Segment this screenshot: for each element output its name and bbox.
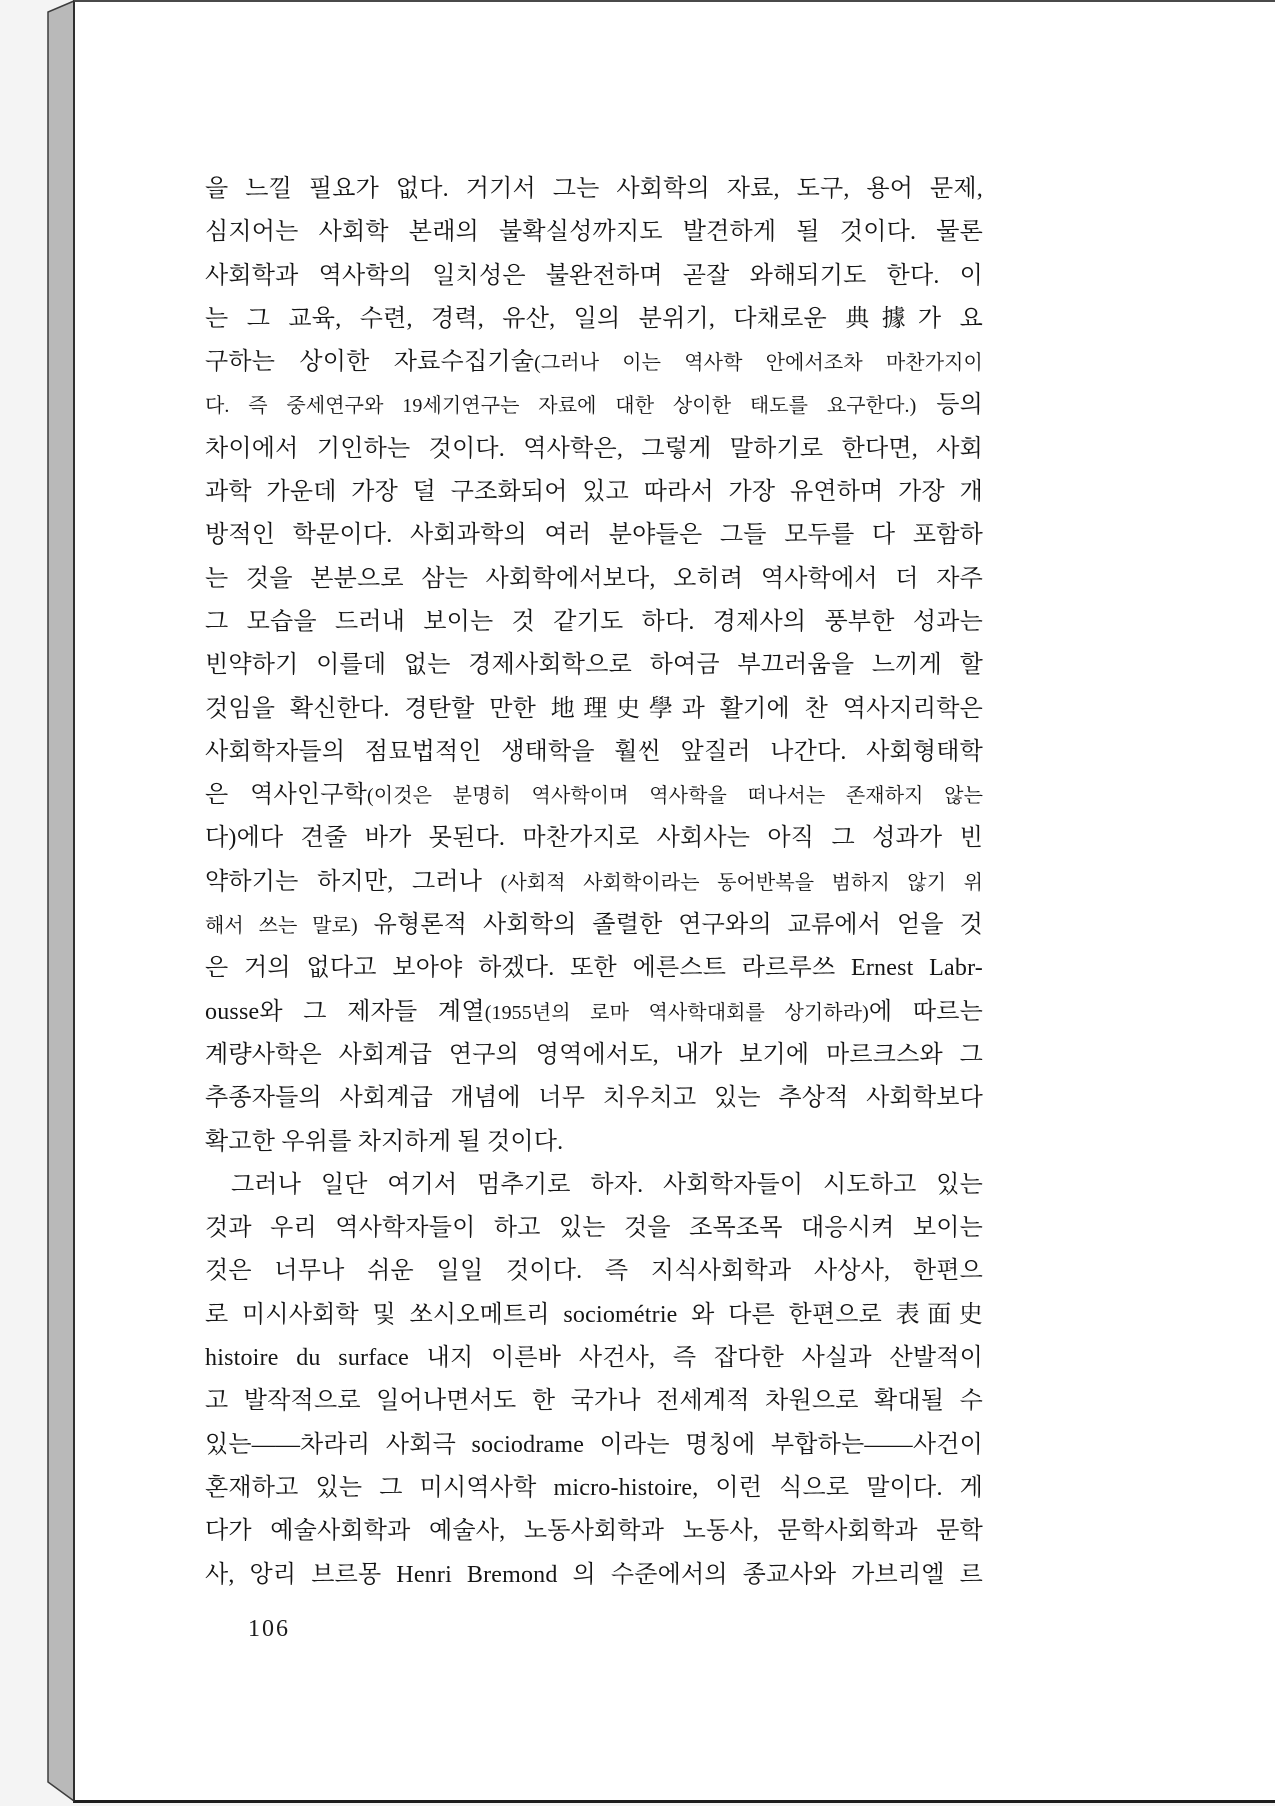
text-segment: 는 그 교육, 수련, 경력, 유산, 일의 분위기, 다채로운 典據가 요 xyxy=(205,305,983,332)
text-segment: 등의 xyxy=(916,392,983,419)
text-segment: 해서 쓰는 말로) xyxy=(205,915,358,938)
text-segment: (1955년의 로마 역사학대회를 상기하라) xyxy=(484,1001,869,1024)
text-segment: 과학 가운데 가장 덜 구조화되어 있고 따라서 가장 유연하며 가장 개 xyxy=(205,479,983,506)
text-line xyxy=(205,991,983,1034)
text-line xyxy=(205,1554,983,1597)
text-segment: 것은 너무나 쉬운 일일 것이다. 즉 지식사회학과 사상사, 한편으 xyxy=(205,1258,983,1285)
text-line xyxy=(205,298,983,341)
text-line xyxy=(205,1510,983,1553)
text-line xyxy=(205,1424,983,1467)
text-line xyxy=(205,774,983,817)
text-segment: histoire du surface 내지 이른바 사건사, 즉 잡다한 사실과 산발적이 xyxy=(205,1345,983,1372)
text-segment: 을 느낄 필요가 없다. 거기서 그는 사회학의 자료, 도구, 용어 문제, xyxy=(205,176,983,202)
text-line xyxy=(205,211,983,254)
text-line xyxy=(205,688,983,731)
text-line xyxy=(205,1034,983,1077)
text-segment: 방적인 학문이다. 사회과학의 여러 분야들은 그들 모두를 다 포함하 xyxy=(205,522,983,549)
text-line xyxy=(205,904,983,947)
text-segment: 구하는 상이한 자료수집기술 xyxy=(205,349,535,376)
text-line xyxy=(205,601,983,644)
page-number: 106 xyxy=(248,1616,290,1642)
text-segment: (이것은 분명히 역사학이며 역사학을 떠나서는 존재하지 않는 xyxy=(367,785,983,808)
body-text xyxy=(205,168,983,1597)
text-segment: 은 역사인구학 xyxy=(205,782,368,809)
text-segment: 빈약하기 이를데 없는 경제사회학으로 하여금 부끄러움을 느끼게 할 xyxy=(205,652,983,679)
book-page xyxy=(73,0,1275,1803)
text-segment: 계량사학은 사회계급 연구의 영역에서도, 내가 보기에 마르크스와 그 xyxy=(205,1041,983,1068)
text-line xyxy=(205,947,983,990)
text-line xyxy=(205,1467,983,1510)
text-line xyxy=(205,644,983,687)
text-segment: 그러나 일단 여기서 멈추기로 하자. 사회학자들이 시도하고 있는 xyxy=(231,1171,983,1198)
text-segment: 은 거의 없다고 보아야 하겠다. 또한 에른스트 라르루쓰 Ernest Labr- xyxy=(205,955,983,982)
text-segment: 추종자들의 사회계급 개념에 너무 치우치고 있는 추상적 사회학보다 xyxy=(205,1085,983,1112)
text-segment: 사회학과 역사학의 일치성은 불완전하며 곧잘 와해되기도 한다. 이 xyxy=(205,262,983,289)
text-line xyxy=(205,1337,983,1380)
text-segment: 심지어는 사회학 본래의 불확실성까지도 발견하게 될 것이다. 물론 xyxy=(205,219,983,246)
text-line xyxy=(205,731,983,774)
text-line xyxy=(205,341,983,384)
text-line xyxy=(205,1380,983,1423)
text-line xyxy=(205,861,983,904)
text-line xyxy=(205,514,983,557)
text-segment: (그러나 이는 역사학 안에서조차 마찬가지이 xyxy=(534,352,983,375)
text-line xyxy=(205,1121,983,1164)
text-segment: 에 따르는 xyxy=(868,998,983,1025)
text-segment: 는 것을 본분으로 삼는 사회학에서보다, 오히려 역사학에서 더 자주 xyxy=(205,565,983,592)
text-line xyxy=(205,1207,983,1250)
text-line xyxy=(205,428,983,471)
text-line xyxy=(205,384,983,427)
text-segment: 로 미시사회학 및 쏘시오메트리 sociométrie 와 다른 한편으로 表面史 xyxy=(205,1301,983,1328)
text-line xyxy=(205,255,983,298)
text-segment: 사, 앙리 브르몽 Henri Bremond 의 수준에서의 종교사와 가브리엘 르 xyxy=(205,1561,983,1588)
text-line xyxy=(205,1164,983,1207)
text-line xyxy=(205,1250,983,1293)
text-segment: 다. 즉 중세연구와 19세기연구는 자료에 대한 상이한 태도를 요구한다.) xyxy=(205,395,917,418)
text-segment: 고 발작적으로 일어나면서도 한 국가나 전세계적 차원으로 확대될 수 xyxy=(205,1388,983,1415)
text-segment: 그 모습을 드러내 보이는 것 같기도 하다. 경제사의 풍부한 성과는 xyxy=(205,608,983,635)
text-segment: 다)에다 견줄 바가 못된다. 마찬가지로 사회사는 아직 그 성과가 빈 xyxy=(205,825,983,852)
text-segment: 약하기는 하지만, 그러나 xyxy=(205,868,501,895)
text-line xyxy=(205,471,983,514)
text-segment: 다가 예술사회학과 예술사, 노동사회학과 노동사, 문학사회학과 문학 xyxy=(205,1518,983,1545)
text-segment: 있는——차라리 사회극 sociodrame 이라는 명칭에 부합하는——사건이 xyxy=(205,1431,983,1458)
text-segment: (사회적 사회학이라는 동어반복을 범하지 않기 위 xyxy=(500,871,983,894)
text-segment: 사회학자들의 점묘법적인 생태학을 훨씬 앞질러 나간다. 사회형태학 xyxy=(205,738,983,765)
text-segment: 유형론적 사회학의 졸렬한 연구와의 교류에서 얻을 것 xyxy=(357,912,983,939)
text-line xyxy=(205,1294,983,1337)
text-segment: 차이에서 기인하는 것이다. 역사학은, 그렇게 말하기로 한다면, 사회 xyxy=(205,435,983,462)
text-segment: 확고한 우위를 차지하게 될 것이다. xyxy=(205,1128,564,1155)
text-segment: ousse와 그 제자들 계열 xyxy=(205,998,485,1025)
text-line xyxy=(205,1077,983,1120)
text-segment: 것임을 확신한다. 경탄할 만한 地理史學과 활기에 찬 역사지리학은 xyxy=(205,695,983,722)
text-line xyxy=(205,168,983,211)
text-line xyxy=(205,817,983,860)
text-line xyxy=(205,558,983,601)
text-segment: 것과 우리 역사학자들이 하고 있는 것을 조목조목 대응시켜 보이는 xyxy=(205,1215,983,1242)
text-segment: 혼재하고 있는 그 미시역사학 micro-histoire, 이런 식으로 말이다. 게 xyxy=(205,1474,983,1501)
